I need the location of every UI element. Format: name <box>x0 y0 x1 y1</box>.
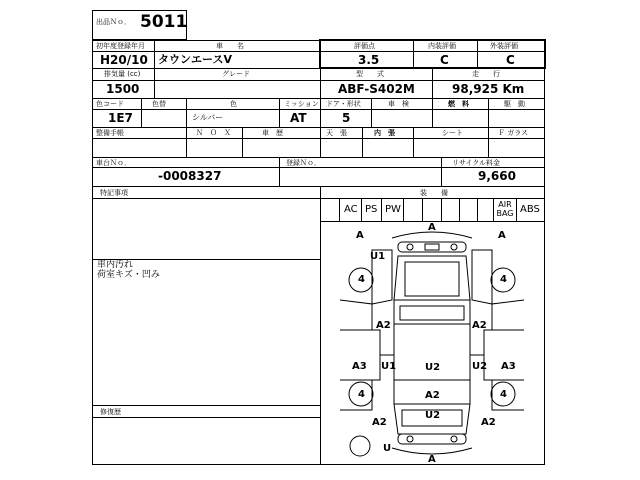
color-change-label: 色替 <box>152 100 166 108</box>
mark-a3-left: A3 <box>352 361 367 372</box>
mark-a-bottom: A <box>428 454 436 465</box>
equip-pw: PW <box>385 204 401 215</box>
mark-front-center: A <box>428 222 436 233</box>
equip-ac: AC <box>344 204 358 215</box>
equip-ps: PS <box>365 204 378 215</box>
first-reg-value: H20/10 <box>100 53 148 67</box>
remarks-label: 特記事項 <box>100 189 128 197</box>
doors-label: ドア・形状 <box>326 100 361 108</box>
reg-label: 登録Ｎｏ． <box>286 159 321 167</box>
interior-trim-label: 内 張 <box>374 129 395 137</box>
car-name-label: 車 名 <box>216 42 244 50</box>
mark-front-left: A <box>356 230 364 241</box>
score-label: 評価点 <box>354 42 375 50</box>
mark-u-bottom: U <box>383 443 392 454</box>
mark-u1-top: U1 <box>370 251 386 262</box>
mark-u2-rear: U2 <box>425 410 441 421</box>
interior-score-value: C <box>440 53 449 67</box>
grade-label: グレード <box>222 70 250 78</box>
mark-front-right: A <box>498 230 506 241</box>
displacement-value: 1500 <box>106 82 140 96</box>
lot-number-label: 出品Ｎｏ． <box>96 18 131 26</box>
mark-a2-rear-left: A2 <box>372 417 387 428</box>
color-value: シルバー <box>192 113 224 122</box>
model-value: ABF-S402M <box>338 82 415 96</box>
equip-airbag: AIR BAG <box>496 200 514 218</box>
mark-u2-right: U2 <box>472 361 488 372</box>
transmission-label: ミッション <box>284 100 319 108</box>
mark-a2-left-mid: A2 <box>376 320 391 331</box>
equipment-label: 装 備 <box>420 189 448 197</box>
seat-label: シート <box>442 129 463 137</box>
chassis-value: -0008327 <box>158 169 222 183</box>
nox-label: Ｎ Ｏ Ｘ <box>196 129 231 137</box>
mark-wheel-rl: 4 <box>358 389 365 400</box>
mark-wheel-rr: 4 <box>500 389 507 400</box>
mark-u2-center: U2 <box>425 362 441 373</box>
drive-label: 駆 動 <box>504 100 525 108</box>
mark-a3-right: A3 <box>501 361 516 372</box>
mark-a2-rear-right: A2 <box>481 417 496 428</box>
manual-label: 整備手帳 <box>96 129 124 137</box>
mark-a2-center: A2 <box>425 390 440 401</box>
lot-number-value: 5011 <box>140 12 188 32</box>
first-reg-label: 初年度登録年月 <box>96 42 145 50</box>
roof-label: 天 張 <box>326 129 347 137</box>
mark-wheel-fl: 4 <box>358 274 365 285</box>
mark-wheel-fr: 4 <box>500 274 507 285</box>
displacement-label: 排気量 (cc) <box>104 70 141 78</box>
score-value: 3.5 <box>358 53 380 67</box>
interior-score-label: 内装評価 <box>428 42 456 50</box>
model-label: 型 式 <box>356 70 384 78</box>
color-code-label: 色コード <box>96 100 124 108</box>
remark-line-2: 荷室キズ・凹み <box>97 270 160 280</box>
recycle-value: 9,660 <box>478 169 516 183</box>
glass-label: Ｆ ガラス <box>498 129 529 137</box>
transmission-value: AT <box>290 111 307 125</box>
color-code-value: 1E7 <box>108 111 133 125</box>
recycle-label: リサイクル料金 <box>452 159 501 167</box>
inspection-label: 車 検 <box>388 100 409 108</box>
mark-a2-right-mid: A2 <box>472 320 487 331</box>
fuel-label: 燃 料 <box>448 100 469 108</box>
history-label: 車 歴 <box>262 129 283 137</box>
remark-line-1: 車内汚れ <box>97 260 134 270</box>
exterior-score-label: 外装評価 <box>490 42 518 50</box>
doors-value: 5 <box>342 111 351 125</box>
mileage-label: 走 行 <box>472 70 500 78</box>
repair-history-label: 修復歴 <box>100 408 121 416</box>
equip-abs: ABS <box>520 204 540 215</box>
chassis-label: 車台Ｎｏ． <box>96 159 131 167</box>
exterior-score-value: C <box>506 53 515 67</box>
mileage-value: 98,925 Km <box>452 82 525 96</box>
car-name-value: タウンエースV <box>158 53 232 66</box>
color-label: 色 <box>230 100 237 108</box>
mark-u1-left: U1 <box>381 361 397 372</box>
